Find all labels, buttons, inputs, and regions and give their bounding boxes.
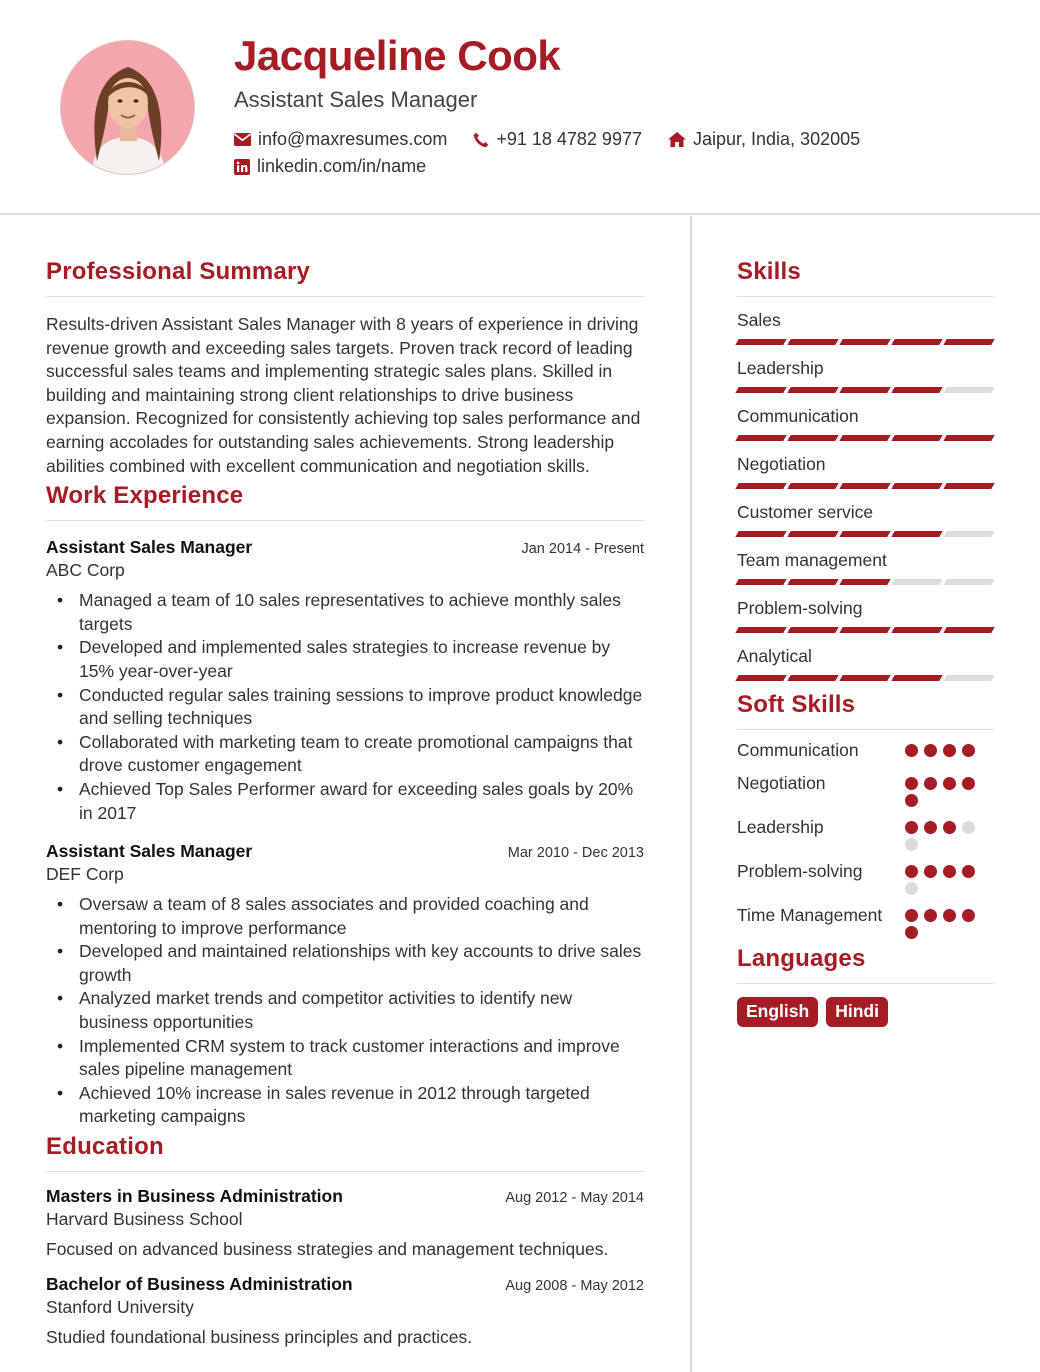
skill-level-segment (943, 435, 994, 441)
skill-level-segment (943, 339, 994, 345)
contact-phone[interactable] (473, 129, 642, 150)
section-divider (737, 983, 994, 984)
contact-email[interactable] (234, 129, 447, 150)
skill-level-segment (735, 627, 786, 633)
education-header (46, 1274, 644, 1295)
soft-skill-rating (905, 771, 985, 807)
section-title: Work Experience (46, 482, 244, 510)
skill-name: Analytical (737, 646, 812, 666)
summary-section (46, 258, 644, 478)
skill-level-segment (839, 531, 890, 537)
skill-level-segment (787, 387, 838, 393)
skill-level-segment (735, 675, 786, 681)
education-description: Focused on advanced business strategies and management techniques. (46, 1239, 609, 1260)
phone-text: +91 18 4782 9977 (496, 129, 642, 149)
email-text: info@maxresumes.com (258, 129, 448, 149)
rating-dot (905, 865, 918, 878)
degree-title: Masters in Business Administration (46, 1186, 343, 1207)
skill-level-bar (737, 387, 994, 393)
profile-photo (60, 40, 195, 175)
skill-level-segment (943, 579, 994, 585)
education-dates: Aug 2008 - May 2012 (505, 1278, 644, 1295)
skill-level-segment (839, 579, 890, 585)
candidate-name: Jacqueline Cook (234, 32, 561, 79)
job-entry (46, 841, 644, 1129)
languages-section (737, 945, 994, 1027)
skill-level-bar (737, 339, 994, 345)
skill-level-segment (891, 627, 942, 633)
skill-level-segment (943, 627, 994, 633)
skill-level-bar (737, 435, 994, 441)
education-entry (46, 1274, 644, 1348)
degree-title: Bachelor of Business Administration (46, 1274, 353, 1295)
main-column (46, 258, 644, 1348)
soft-skill-rating (905, 859, 985, 895)
envelope-icon (234, 133, 251, 146)
skill-name: Negotiation (737, 454, 826, 474)
skill-level-segment (787, 627, 838, 633)
job-dates: Jan 2014 - Present (521, 541, 644, 558)
phone-icon (473, 132, 489, 148)
bullet-item: • Achieved Top Sales Performer award for exceeding sales goals by 20% in 2017 (46, 778, 644, 825)
skill-name: Problem-solving (737, 598, 863, 618)
language-tags (737, 997, 994, 1027)
rating-dot (962, 821, 975, 834)
job-bullets (46, 589, 644, 825)
skill-level-segment (891, 579, 942, 585)
linkedin-text: linkedin.com/in/name (257, 156, 427, 176)
soft-skill-name: Time Management (737, 905, 883, 925)
rating-dot (962, 777, 975, 790)
experience-section (46, 482, 644, 1129)
education-list (46, 1186, 644, 1348)
job-list (46, 537, 644, 1129)
skill-level-segment (891, 387, 942, 393)
section-divider (737, 296, 994, 297)
school-name: Harvard Business School (46, 1209, 243, 1230)
rating-dot (924, 744, 937, 757)
rating-dot (905, 777, 918, 790)
skill-level-bar (737, 627, 994, 633)
column-divider (690, 216, 692, 1372)
skill-level-segment (839, 339, 890, 345)
soft-skills-section (737, 691, 994, 939)
rating-dot (943, 821, 956, 834)
rating-dot (905, 909, 918, 922)
skill-level-segment (787, 483, 838, 489)
skill-level-segment (891, 675, 942, 681)
rating-dot (905, 744, 918, 757)
rating-dot (962, 744, 975, 757)
skill-item (737, 406, 994, 441)
skill-level-segment (735, 579, 786, 585)
skill-level-segment (787, 579, 838, 585)
bullet-item: • Developed and implemented sales strategies to increase revenue by 15% year-over-year (46, 636, 644, 683)
skill-item (737, 502, 994, 537)
bullet-item: • Achieved 10% increase in sales revenue in 2012 through targeted marketing campaigns (46, 1082, 644, 1129)
skill-level-segment (787, 435, 838, 441)
skill-name: Communication (737, 406, 859, 426)
skill-level-segment (891, 435, 942, 441)
job-title: Assistant Sales Manager (46, 841, 253, 862)
job-bullets (46, 893, 644, 1129)
soft-skill-item (737, 903, 994, 939)
skill-level-segment (787, 339, 838, 345)
section-divider (46, 1171, 644, 1172)
job-header (46, 537, 644, 558)
skill-level-segment (839, 435, 890, 441)
soft-skill-item (737, 815, 994, 851)
section-title: Education (46, 1133, 164, 1161)
soft-skill-rating (905, 903, 985, 939)
section-divider (46, 520, 644, 521)
rating-dot (905, 794, 918, 807)
education-section (46, 1133, 644, 1348)
contact-linkedin[interactable] (234, 156, 426, 177)
skill-item (737, 598, 994, 633)
rating-dot (924, 909, 937, 922)
skill-name: Customer service (737, 502, 874, 522)
skill-level-segment (839, 627, 890, 633)
soft-skill-name: Communication (737, 740, 859, 760)
education-entry (46, 1186, 644, 1260)
skill-level-segment (839, 387, 890, 393)
education-description: Studied foundational business principles and practices. (46, 1327, 473, 1348)
bullet-item: • Analyzed market trends and competitor activities to identify new business opportunities (46, 987, 644, 1034)
section-title: Soft Skills (737, 691, 856, 718)
skill-level-segment (891, 531, 942, 537)
rating-dot (962, 865, 975, 878)
section-divider (737, 729, 994, 730)
rating-dot (943, 744, 956, 757)
soft-skill-rating (905, 815, 985, 851)
rating-dot (962, 909, 975, 922)
rating-dot (905, 821, 918, 834)
rating-dot (924, 865, 937, 878)
section-title: Languages (737, 945, 866, 972)
summary-text: Results-driven Assistant Sales Manager with 8 years of experience in driving revenue growth and exceeding sales targets. Proven track record of leading successful sales teams and implementing strategic sales plans. Skilled in building and maintaining strong client relationships to drive business expansion. Recognized for consistently achieving top sales performance and earning accolades for outstanding sales achievements. Strong leadership abilities combined with excellent communication and negotiation skills. (46, 314, 641, 476)
candidate-title: Assistant Sales Manager (234, 87, 478, 112)
linkedin-icon (234, 159, 250, 175)
resume-header (0, 0, 1040, 215)
school-name: Stanford University (46, 1297, 194, 1318)
skill-level-bar (737, 579, 994, 585)
bullet-item: • Oversaw a team of 8 sales associates and provided coaching and mentoring to improve performance (46, 893, 644, 940)
bullet-item: • Implemented CRM system to track customer interactions and improve sales pipeline management (46, 1035, 644, 1082)
sidebar-column (737, 258, 994, 1027)
section-title: Professional Summary (46, 258, 311, 285)
skill-name: Sales (737, 310, 781, 330)
skill-level-segment (735, 387, 786, 393)
skill-item (737, 310, 994, 345)
skill-level-segment (943, 387, 994, 393)
skills-section (737, 258, 994, 681)
skill-level-segment (891, 339, 942, 345)
skill-level-bar (737, 675, 994, 681)
job-company: ABC Corp (46, 560, 125, 581)
location-text: Jaipur, India, 302005 (692, 129, 861, 149)
home-icon (668, 132, 686, 147)
person-avatar-icon (61, 41, 195, 175)
language-tag: Hindi (826, 997, 888, 1027)
job-dates: Mar 2010 - Dec 2013 (507, 845, 644, 862)
rating-dot (905, 926, 918, 939)
skill-level-bar (737, 531, 994, 537)
skill-item (737, 358, 994, 393)
skill-level-segment (839, 483, 890, 489)
soft-skill-name: Negotiation (737, 773, 826, 793)
contact-row (234, 129, 860, 150)
soft-skill-item (737, 771, 994, 807)
skill-name: Team management (737, 550, 887, 570)
skill-level-segment (839, 675, 890, 681)
skill-level-segment (735, 435, 786, 441)
skill-item (737, 646, 994, 681)
skill-level-segment (787, 675, 838, 681)
skill-level-segment (735, 531, 786, 537)
soft-skill-item (737, 859, 994, 895)
rating-dot (943, 909, 956, 922)
skill-level-segment (735, 483, 786, 489)
skill-level-bar (737, 483, 994, 489)
education-header (46, 1186, 644, 1207)
job-entry (46, 537, 644, 825)
soft-skill-rating (905, 738, 985, 763)
job-header (46, 841, 644, 862)
contact-location (668, 129, 860, 150)
section-title: Skills (737, 258, 801, 285)
job-company: DEF Corp (46, 864, 124, 885)
soft-skill-list (737, 738, 994, 939)
soft-skill-name: Problem-solving (737, 861, 863, 881)
skill-level-segment (943, 675, 994, 681)
skill-name: Leadership (737, 358, 824, 378)
rating-dot (905, 882, 918, 895)
soft-skill-name: Leadership (737, 817, 824, 837)
skill-item (737, 454, 994, 489)
rating-dot (943, 777, 956, 790)
rating-dot (924, 777, 937, 790)
soft-skill-item (737, 738, 994, 763)
skill-list (737, 310, 994, 681)
job-title: Assistant Sales Manager (46, 537, 253, 558)
skill-level-segment (787, 531, 838, 537)
rating-dot (905, 838, 918, 851)
bullet-item: • Developed and maintained relationships with key accounts to drive sales growth (46, 940, 644, 987)
skill-item (737, 550, 994, 585)
rating-dot (924, 821, 937, 834)
skill-level-segment (943, 483, 994, 489)
contact-row-2 (234, 156, 426, 177)
bullet-item: • Managed a team of 10 sales representatives to achieve monthly sales targets (46, 589, 644, 636)
skill-level-segment (943, 531, 994, 537)
bullet-item: • Conducted regular sales training sessions to improve product knowledge and selling techniques (46, 684, 644, 731)
bullet-item: • Collaborated with marketing team to create promotional campaigns that drove customer engagement (46, 731, 644, 778)
section-divider (46, 296, 644, 297)
skill-level-segment (735, 339, 786, 345)
rating-dot (943, 865, 956, 878)
skill-level-segment (891, 483, 942, 489)
education-dates: Aug 2012 - May 2014 (505, 1190, 644, 1207)
language-tag: English (737, 997, 818, 1027)
